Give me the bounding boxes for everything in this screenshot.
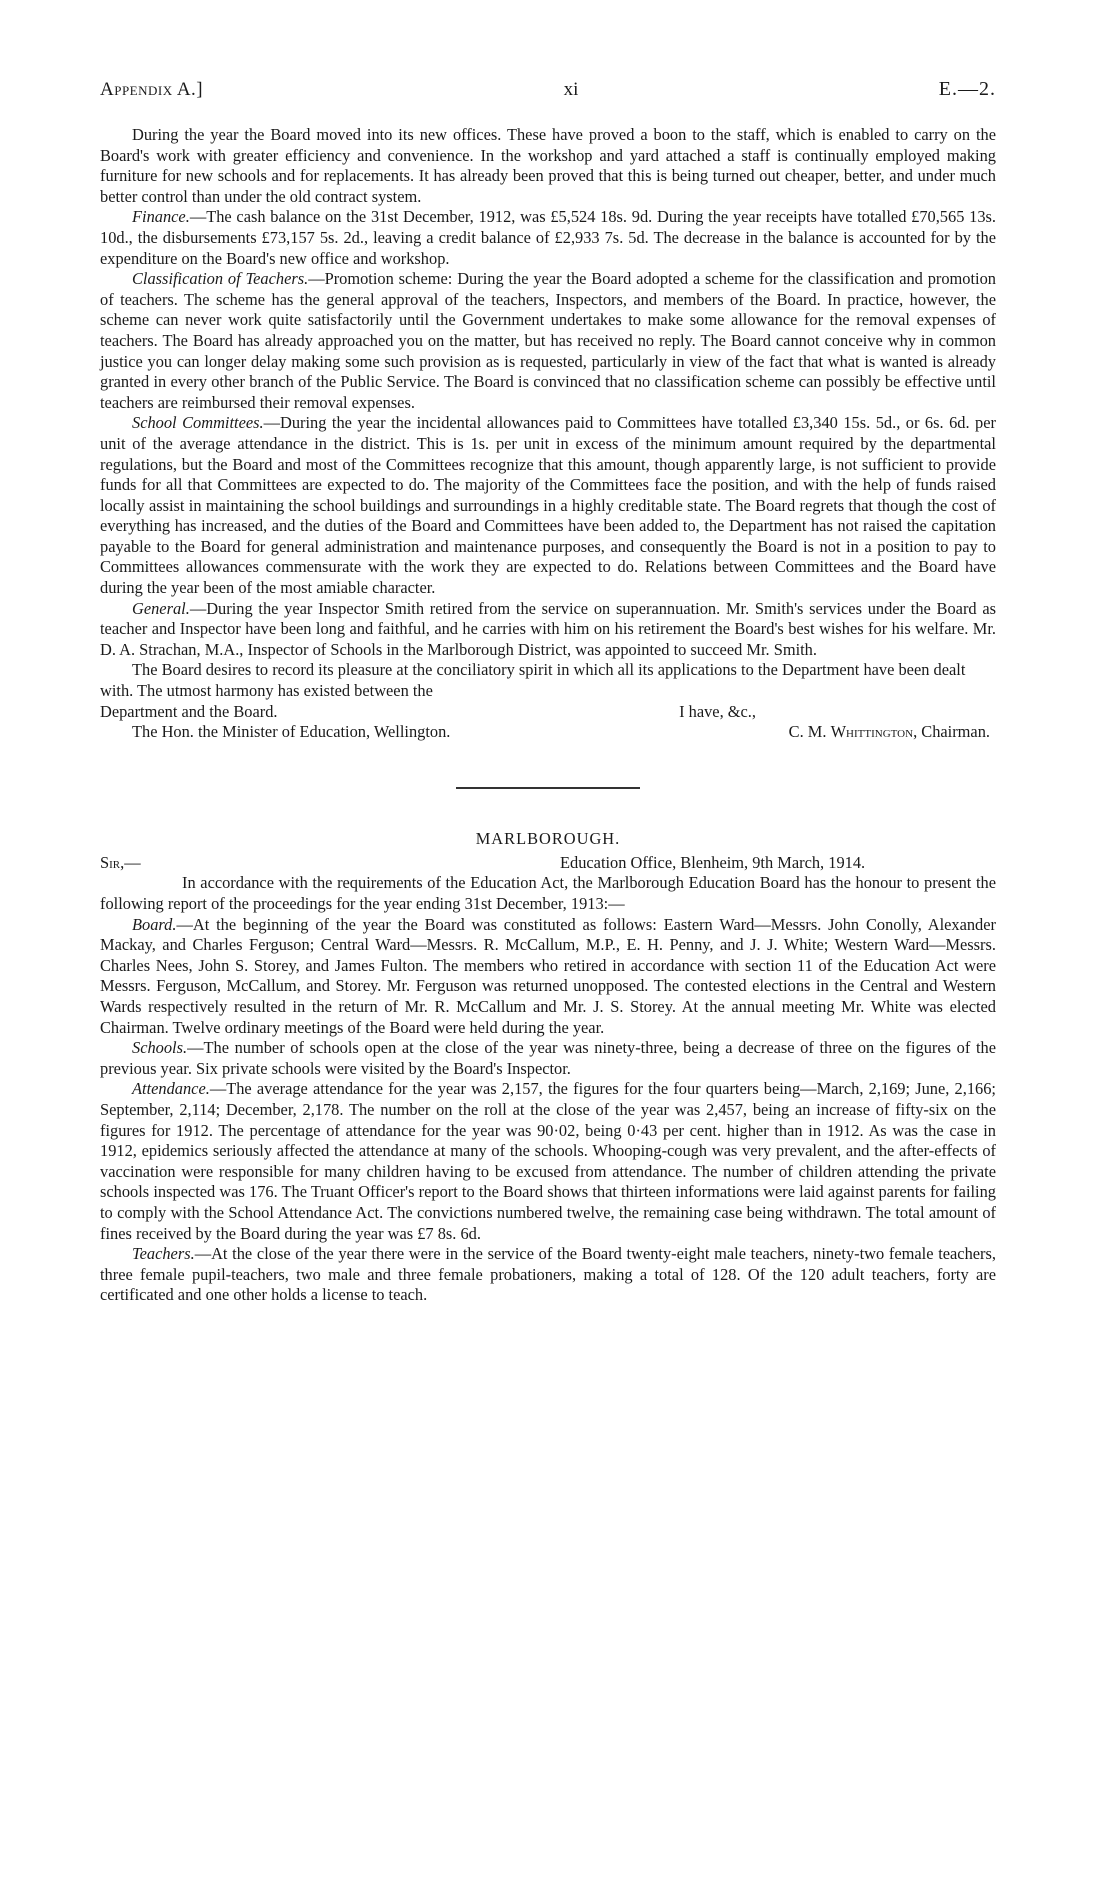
- paragraph-conciliatory: The Board desires to record its pleasure at the conciliatory spirit in which all its applications to the Department have been dealt with. The utmost harmony has existed between the: [100, 660, 966, 701]
- schools-text: —The number of schools open at the close of the year was ninety-three, being a decrease of three on the figures of the previous year. Six private schools were visited by the Board's Inspector.: [100, 1038, 996, 1078]
- dateline: Education Office, Blenheim, 9th March, 1914.: [560, 852, 866, 872]
- running-head: [100, 78, 996, 101]
- section-title: MARLBOROUGH.: [475, 828, 621, 848]
- general-text: —During the year Inspector Smith retired from the service on superannuation. Mr. Smith's services under the Board as teacher and Inspector have been long and faithful, and he carries with him on his retirement the Board's best wishes for his welfare. Mr. D. A. Strachan, M.A., Inspector of Schools in the Marlborough District, was appointed to succeed Mr. Smith.: [100, 598, 996, 659]
- salutation: Sir,—: [100, 852, 141, 872]
- paragraph-board: [100, 915, 996, 1039]
- classification-heading: Classification of Teachers.: [132, 269, 309, 289]
- finance-text: —The cash balance on the 31st December, 1912, was £5,524 18s. 9d. During the year receipts have totalled £70,565 13s. 10d., the disbursements £73,157 5s. 2d., leaving a credit balance of £2,933 7s. 5d. The decrease in the balance is accounted for by the expenditure on the Board's new office and workshop.: [100, 207, 996, 268]
- board-text: —At the beginning of the year the Board was constituted as follows: Eastern Ward—Messrs. John Conolly, Alexander Mackay, and Charles Ferguson; Central Ward—Messrs. R. McCallum, M.P., E. H. Penny, and J. J. White; Western Ward—Messrs. Charles Nees, John S. Storey, and James Fulton. The members who retired in accordance with section 11 of the Education Act were Messrs. Ferguson, McCallum, and Storey. Mr. Ferguson was returned unopposed. The contested elections in the Central and Western Wards respectively resulted in the return of Mr. R. McCallum and Mr. J. S. Storey. At the annual meeting Mr. White was elected Chairman. Twelve ordinary meetings of the Board were held during the year.: [100, 914, 996, 1037]
- teachers-heading: Teachers.: [132, 1244, 195, 1264]
- addressee: The Hon. the Minister of Education, Wellington.: [132, 722, 451, 742]
- classification-text: —Promotion scheme: During the year the Board adopted a scheme for the classification and promotion of teachers. The scheme has the general approval of the teachers, Inspectors, and members of the Board. In practice, however, the scheme can never work quite satisfactorily until the Government undertakes to make some allowance for the removal expenses of teachers. The Board has already approached you on the matter, but has received no reply. The Board cannot conceive why in common justice you can longer delay making some such provision as is requested, particularly in view of the fact that what is wanted is already granted in every other branch of the Public Service. The Board is convinced that no classification scheme can possibly be effective until teachers are reimbursed their removal expenses.: [100, 269, 996, 412]
- paragraph-finance: [100, 207, 996, 269]
- board-heading: Board.: [132, 914, 177, 934]
- series-code: E.—2.: [938, 78, 996, 100]
- paragraph-teachers: [100, 1244, 996, 1306]
- finance-heading: Finance.: [132, 207, 190, 227]
- closing-row: [100, 702, 996, 723]
- paragraph-offices: During the year the Board moved into its new offices. These have proved a boon to the staff, which is enabled to carry on the Board's work with greater efficiency and convenience. In the workshop and yard attached a staff is continually employed making furniture for new schools and for replacements. It has already been proved that this is being turned out cheaper, better, and under much better control than under the old contract system.: [100, 125, 996, 206]
- salutation-row: [100, 853, 996, 874]
- closing-formula: I have, &c.,: [679, 701, 756, 721]
- page-number: xi: [563, 79, 579, 100]
- paragraph-classification: [100, 269, 996, 413]
- appendix-label: Appendix A.]: [100, 79, 204, 100]
- attendance-heading: Attendance.: [132, 1079, 210, 1099]
- schools-heading: Schools.: [132, 1038, 188, 1058]
- general-heading: General.: [132, 598, 190, 618]
- paragraph-intro: In accordance with the requirements of the Education Act, the Marlborough Education Board has the honour to present the following report of the proceedings for the year ending 31st December, 1913:—: [100, 873, 996, 913]
- report-part-2: [100, 873, 996, 1305]
- closing-left: Department and the Board.: [100, 701, 278, 721]
- signature-row: [100, 722, 996, 743]
- signature: C. M. Whittington, Chairman.: [788, 722, 990, 742]
- committees-heading: School Committees.: [132, 413, 264, 433]
- report-part-1: [100, 125, 996, 702]
- committees-text: —During the year the incidental allowances paid to Committees have totalled £3,340 15s. 5d., or 6s. 6d. per unit of the average attendance in the district. This is 1s. per unit in excess of the minimum amount required by the departmental regulations, but the Board and most of the Committees recognize that this amount, though apparently large, is not sufficient to provide funds for all that Committees are expected to do. The majority of the Committees face the position, and with the help of funds raised locally assist in maintaining the school buildings and surroundings in a highly creditable state. The Board regrets that though the cost of everything has increased, and the duties of the Board and Committees have been added to, the Department has not raised the capitation payable to the Board for general administration and maintenance purposes, and consequently the Board is not in a position to pay to Committees allowances commensurate with the work they are expected to do. Relations between Committees and the Board have during the year been of the most amiable character.: [100, 413, 996, 598]
- paragraph-general: [100, 599, 996, 661]
- attendance-text: —The average attendance for the year was 2,157, the figures for the four quarters being—March, 2,169; June, 2,166; September, 2,114; December, 2,178. The number on the roll at the close of the year was 2,457, being an increase of fifty-six on the figures for 1912. The percentage of attendance for the year was 90·02, being 0·43 per cent. higher than in 1912. As was the case in 1912, epidemics seriously affected the attendance at many of the schools. Whooping-cough was very prevalent, and the after-effects of vaccination were responsible for many children having to be excused from attendance. The number of children attending the private schools inspected was 176. The Truant Officer's report to the Board shows that thirteen informations were laid against parents for failing to comply with the School Attendance Act. The convictions numbered twelve, the remaining case being withdrawn. The total amount of fines received by the Board during the year was £7 8s. 6d.: [100, 1079, 996, 1243]
- teachers-text: —At the close of the year there were in the service of the Board twenty-eight male teachers, ninety-two female teachers, three female pupil-teachers, two male and three female probationers, making a total of 128. Of the 120 adult teachers, forty are certificated and one other holds a license to teach.: [100, 1244, 996, 1305]
- section-divider: [456, 787, 640, 789]
- paragraph-schools: [100, 1038, 996, 1079]
- paragraph-attendance: [100, 1079, 996, 1244]
- paragraph-school-committees: [100, 413, 996, 598]
